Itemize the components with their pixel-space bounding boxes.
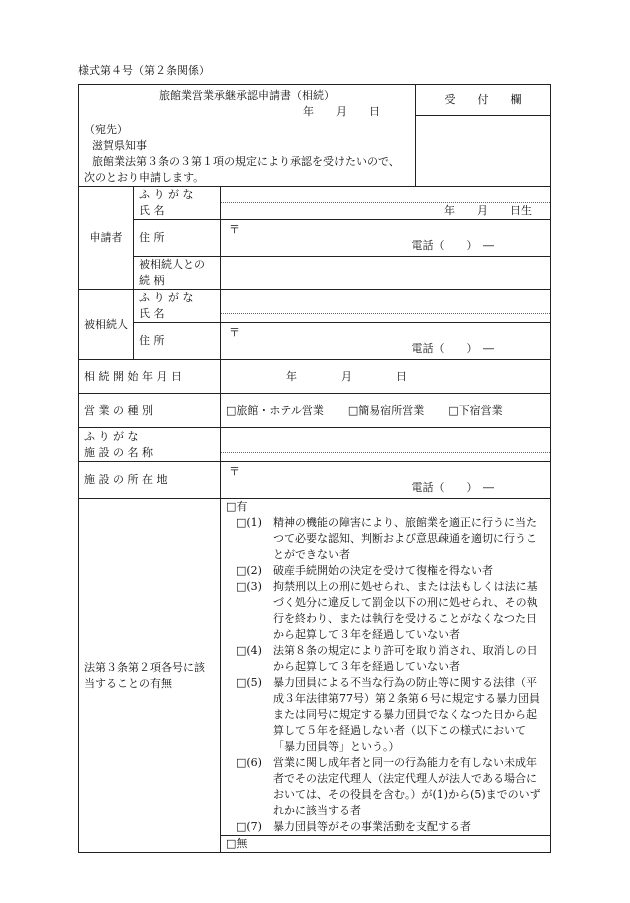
- inherit-start-label: 相 続 開 始 年 月 日: [79, 360, 221, 394]
- decedent-address-field[interactable]: [221, 323, 551, 360]
- receipt-label: 受 付 欄: [416, 85, 550, 116]
- form-number-label: 様式第４号（第２条関係）: [78, 64, 210, 77]
- furigana-label: ふ り が な: [139, 291, 194, 304]
- facility-name-label-cell: [79, 428, 221, 462]
- decedent-name-field[interactable]: [221, 290, 551, 323]
- applicant-address-field[interactable]: [221, 220, 551, 257]
- receipt-cell: [416, 85, 551, 187]
- facility-name-label: 施 設 の 名 称: [84, 445, 153, 459]
- decedent-address-label: 住 所: [134, 323, 221, 360]
- disqualification-cell: [221, 499, 551, 853]
- disqualification-item[interactable]: □(3) 拘禁刑以上の刑に処せられ、または法もしくは法に基づく処分に違反して罰金以下の刑に処せられ、その執行を終わり、または執行を受けることがなくなつた日から起算して３年を経過していない者: [236, 580, 538, 641]
- postal-mark: 〒: [229, 326, 240, 339]
- business-type-options: [221, 394, 551, 428]
- decedent-section-label: 被相続人: [79, 290, 134, 360]
- disqualification-item[interactable]: □(5) 暴力団員による不当な行為の防止等に関する法律（平成３年法律第77号）第２条第６号に規定する暴力団員または同号に規定する暴力団員でなくなつた日から起算して５年を経過しない者（以下この様式において「暴力団員等」という。）: [236, 676, 540, 753]
- business-type-label: 営 業 の 種 別: [79, 394, 221, 428]
- relation-label-1: 被相続人との: [139, 258, 205, 271]
- disqualification-item[interactable]: □(4) 法第８条の規定により許可を取り消され、取消しの日から起算して３年を経過していない者: [236, 644, 538, 673]
- option-simple-lodging[interactable]: □簡易宿所営業: [347, 403, 425, 417]
- phone-line: 電話（ ） ―: [411, 342, 494, 355]
- disqualification-item[interactable]: □(6) 営業に関し成年者と同一の行為能力を有しない未成年者でその法定代理人（法定代理人が法人である場合においては、その役員を含む。）が(1)から(5)までのいずれかに該当する者: [236, 756, 541, 817]
- phone-line: 電話（ ） ―: [411, 239, 494, 252]
- phone-line: 電話（ ） ―: [411, 481, 494, 494]
- option-boarding[interactable]: □下宿営業: [448, 403, 503, 417]
- option-ryokan-hotel[interactable]: □旅館・ホテル営業: [226, 403, 324, 417]
- checkbox-no[interactable]: □無: [221, 835, 550, 852]
- facility-location-field[interactable]: [221, 462, 551, 499]
- relation-label-cell: [134, 257, 221, 290]
- relation-field[interactable]: [221, 257, 551, 290]
- disqualification-item[interactable]: □(1) 精神の機能の障害により、旅館業を適正に行うに当たつて必要な認知、判断および意思疎通を適切に行うことができない者: [236, 516, 537, 561]
- disqualification-item[interactable]: □(2) 破産手続開始の決定を受けて復権を得ない者: [236, 564, 493, 577]
- applicant-section-label: 申請者: [79, 187, 134, 290]
- statement: 旅館業法第３条の３第１項の規定により承認を受けたいので、次のとおり申請します。: [84, 155, 400, 184]
- applicant-address-label: 住 所: [134, 220, 221, 257]
- form-title: 旅館業営業承継承認申請書（相続）: [159, 89, 335, 102]
- application-form-table: [78, 84, 551, 853]
- inherit-start-value[interactable]: 年 月 日: [221, 360, 551, 394]
- facility-name-field[interactable]: [221, 428, 551, 462]
- relation-label-2: 続 柄: [139, 274, 165, 287]
- furigana-label: ふ り が な: [84, 429, 139, 443]
- furigana-label: ふ り が な: [139, 188, 194, 201]
- checkbox-yes[interactable]: □有: [226, 500, 248, 513]
- applicant-name-label-cell: [134, 187, 221, 220]
- decedent-name-label-cell: [134, 290, 221, 323]
- disqualification-item[interactable]: □(7) 暴力団員等がその事業活動を支配する者: [236, 820, 471, 833]
- date-line: 年 月 日: [303, 105, 380, 118]
- header-cell: [79, 85, 416, 187]
- facility-location-label: 施 設 の 所 在 地: [79, 462, 221, 499]
- addressee: 滋賀県知事: [92, 139, 147, 152]
- addressee-label: （宛先）: [84, 123, 128, 136]
- name-label: 氏 名: [139, 204, 165, 217]
- disqualification-label: 法第３条第２項各号に該当することの有無: [79, 499, 221, 853]
- postal-mark: 〒: [229, 223, 240, 236]
- postal-mark: 〒: [229, 465, 240, 478]
- birth-date: 年 月 日生: [444, 204, 532, 217]
- name-label: 氏 名: [139, 307, 165, 320]
- applicant-name-field[interactable]: [221, 187, 551, 220]
